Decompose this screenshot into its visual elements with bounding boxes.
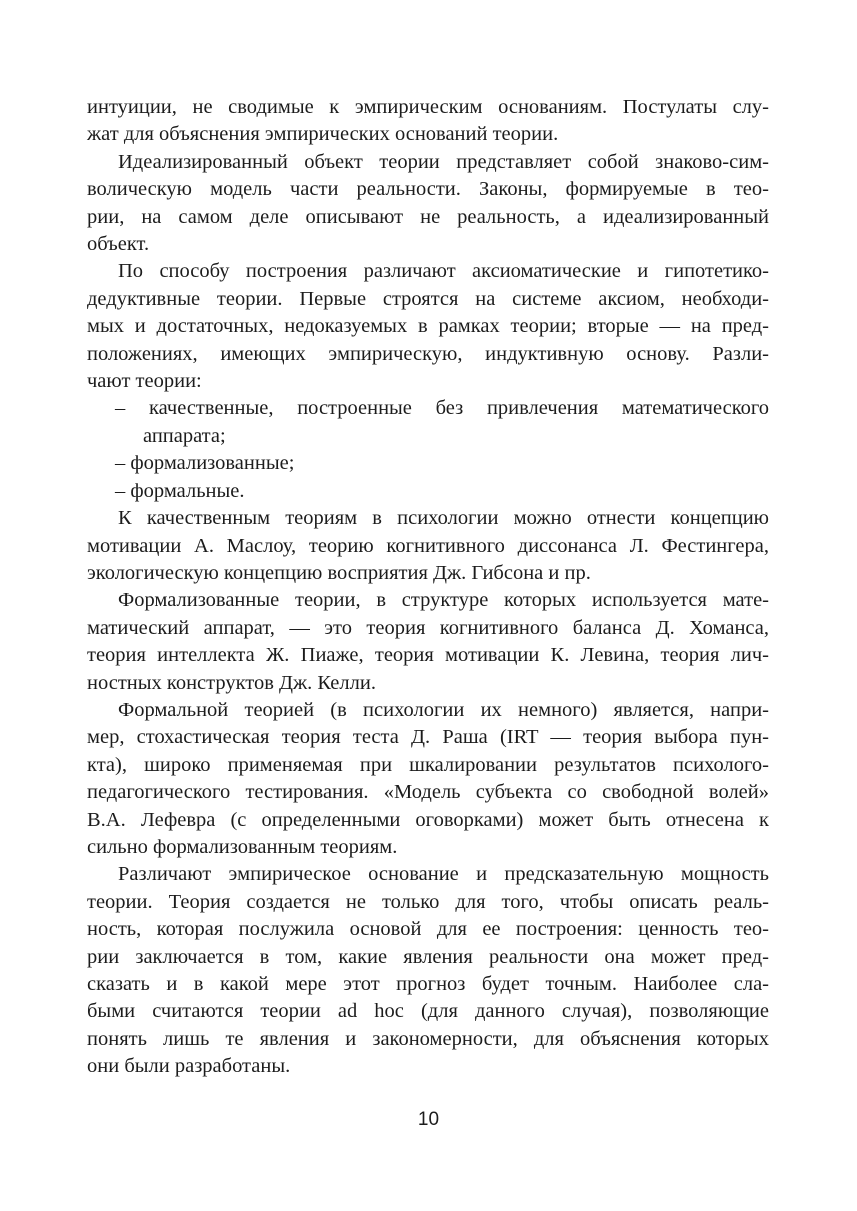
- text-line: сильно формализованным теориям.: [87, 835, 398, 858]
- text-line: Идеализированный объект теории представляет собой знаково-сим-: [118, 150, 769, 173]
- text-line: рии, на самом деле описывают не реальность, а идеализированный: [87, 205, 769, 228]
- text-line: ность, которая послужила основой для ее построения: ценность тео-: [87, 918, 769, 941]
- paragraph: [87, 258, 769, 395]
- page-body: [87, 94, 769, 1081]
- list-dash: –: [115, 479, 126, 502]
- text-line: В.А. Лефевра (с определенными оговорками) может быть отнесена к: [87, 808, 769, 831]
- paragraph: [87, 587, 769, 697]
- text-line: [87, 395, 769, 422]
- text-line: Формальной теорией (в психологии их немного) является, напри-: [118, 698, 769, 721]
- page-number: 10: [417, 1109, 440, 1130]
- list-item-text: формализованные;: [130, 452, 295, 475]
- text-line: интуиции, не сводимые к эмпирическим основаниям. Постулаты слу-: [87, 96, 769, 118]
- text-line: положениях, имеющих эмпирическую, индуктивную основу. Разли-: [87, 342, 769, 365]
- text-line: экологическую концепцию восприятия Дж. Гибсона и пр.: [87, 561, 591, 584]
- text-line: Различают эмпирическое основание и предсказательную мощность: [118, 863, 769, 886]
- list-dash: –: [115, 452, 126, 475]
- paragraph: [87, 505, 769, 587]
- list-item: [87, 478, 769, 505]
- text-line: чают теории:: [87, 370, 202, 393]
- text-line: матический аппарат, — это теория когнитивного баланса Д. Хоманса,: [87, 616, 769, 639]
- text-line: мотивации А. Маслоу, теорию когнитивного диссонанса Л. Фестингера,: [87, 534, 769, 557]
- paragraph: [87, 697, 769, 861]
- text-line: теории. Теория создается не только для того, чтобы описать реаль-: [87, 890, 769, 913]
- text-line: сказать и в какой мере этот прогноз будет точным. Наиболее сла-: [87, 973, 769, 995]
- text-line: мых и достаточных, недоказуемых в рамках теории; вторые — на пред-: [87, 315, 769, 338]
- text-line: быми считаются теории ad hoc (для данного случая), позволяющие: [87, 1000, 769, 1023]
- text-line: Формализованные теории, в структуре которых используется мате-: [118, 589, 769, 612]
- list-item-text: качественные, построенные без привлечения математического: [148, 397, 770, 420]
- bullet-list: [87, 395, 769, 505]
- text-line: кта), широко применяемая при шкалировании результатов психолого-: [87, 753, 769, 776]
- text-line: волическую модель части реальности. Законы, формируемые в тео-: [87, 178, 769, 201]
- text-line: По способу построения различают аксиоматические и гипотетико-: [118, 260, 769, 283]
- text-line: теория интеллекта Ж. Пиаже, теория мотивации К. Левина, теория лич-: [87, 644, 769, 667]
- list-item: [87, 450, 769, 477]
- paragraph: [87, 861, 769, 1080]
- text-line: понять лишь те явления и закономерности, для объяснения которых: [87, 1027, 769, 1050]
- text-line: рии заключается в том, какие явления реальности она может пред-: [87, 945, 769, 968]
- text-line: К качественным теориям в психологии можно отнести концепцию: [118, 507, 769, 530]
- text-line: педагогического тестирования. «Модель субъекта со свободной волей»: [87, 781, 769, 804]
- text-line: они были разработаны.: [87, 1055, 291, 1078]
- list-item-text: формальные.: [130, 479, 245, 502]
- text-line: ностных конструктов Дж. Келли.: [87, 671, 376, 694]
- text-line: объект.: [87, 233, 150, 256]
- list-dash: –: [115, 397, 126, 420]
- text-line: жат для объяснения эмпирических оснований теории.: [87, 123, 559, 146]
- paragraph: [87, 149, 769, 259]
- text-line: мер, стохастическая теория теста Д. Раша (IRT — теория выбора пун-: [87, 726, 769, 749]
- text-line: [87, 450, 769, 477]
- text-line: дедуктивные теории. Первые строятся на системе аксиом, необходи-: [87, 287, 769, 310]
- list-item: [87, 395, 769, 450]
- text-line: [87, 478, 769, 505]
- paragraph: [87, 94, 769, 149]
- text-line: аппарата;: [143, 424, 226, 447]
